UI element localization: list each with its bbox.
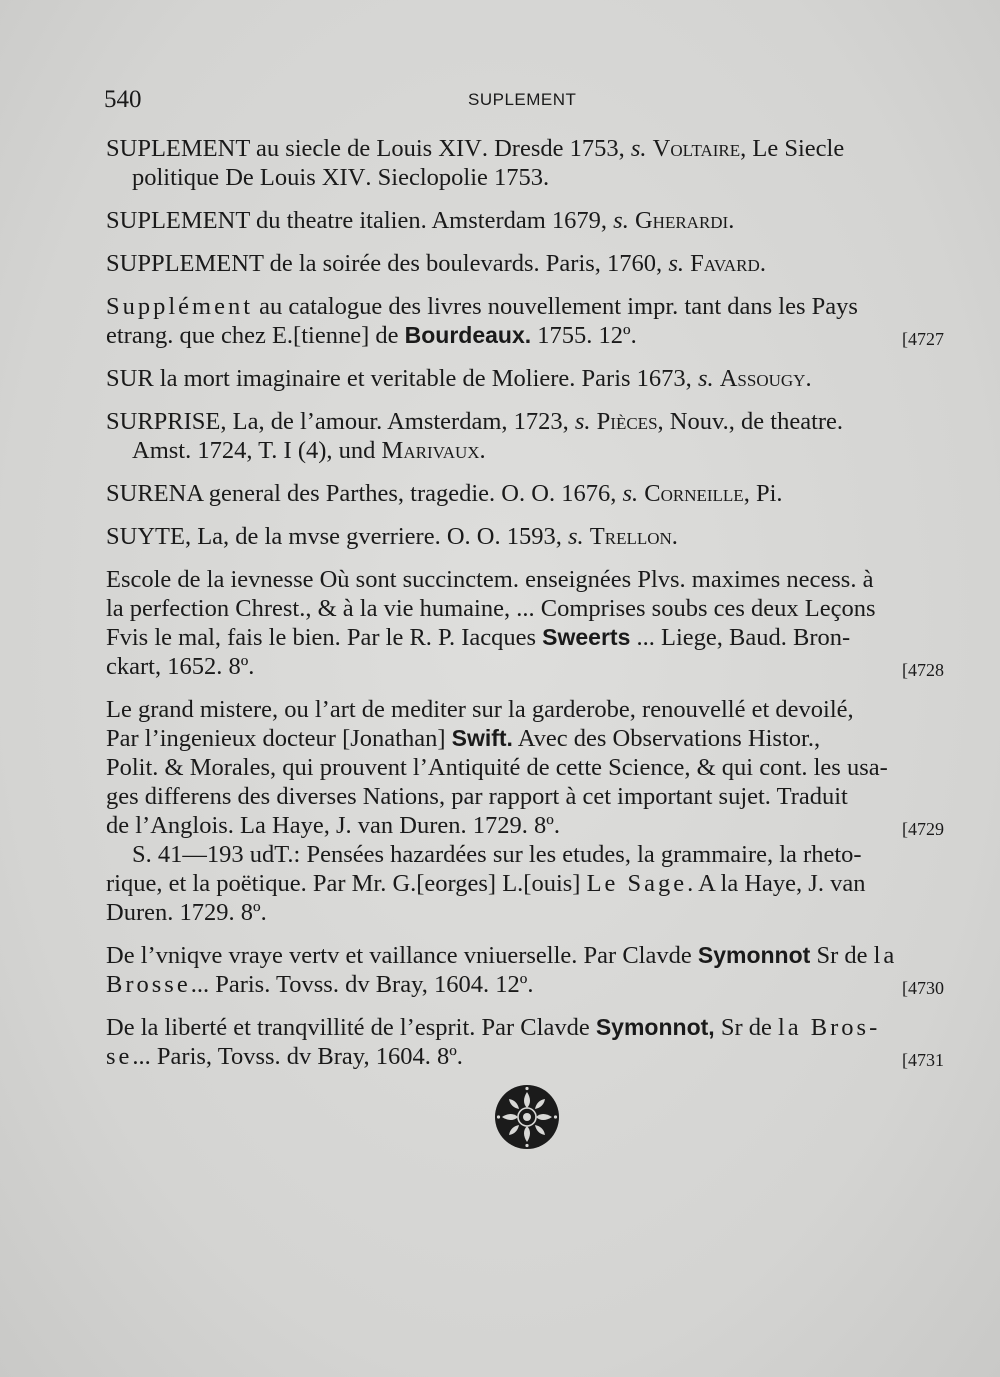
entry-line: Polit. & Morales, qui prouvent l’Antiquité de cette Science, & qui cont. les usa- [106,754,888,781]
entry-line: SURENA general des Parthes, tragedie. O. O. 1676, s. Corneille, Pi. [106,480,783,507]
bibliography-entry [106,206,944,235]
entry-line: De la liberté et tranqvillité de l’esprit. Par Clavde Symonnot, Sr de la Bros- [106,1014,881,1041]
entry-line: etrang. que chez E.[tienne] de Bourdeaux. 1755. 12º. [4727 [106,321,944,350]
entry-line: rique, et la poëtique. Par Mr. G.[eorges] L.[ouis] Le Sage. A la Haye, J. van [106,870,866,897]
entry-line: la perfection Chrest., & à la vie humaine, ... Comprises soubs ces deux Leçons [106,595,876,622]
entry-line: Par l’ingenieux docteur [Jonathan] Swift. Avec des Observations Histor., [106,725,821,752]
bibliography-entry [106,249,944,278]
entry-line: Duren. 1729. 8º. [106,899,267,926]
entry-line: Supplément au catalogue des livres nouvellement impr. tant dans les Pays [106,293,858,320]
entry-line: politique De Louis XIV. Sieclopolie 1753. [132,164,550,191]
entry-number: [4728 [902,660,944,680]
entry-number: [4729 [902,819,944,839]
entry-line: se... Paris, Tovss. dv Bray, 1604. 8º. [4731 [106,1042,944,1071]
entry-line: De l’vniqve vraye vertv et vaillance vniuerselle. Par Clavde Symonnot Sr de la [106,942,898,969]
fleuron-ornament-icon [494,1084,560,1150]
bibliography-entry [106,134,944,192]
bibliography-entry [106,522,944,551]
bibliography-entry [106,364,944,393]
entry-line: Escole de la ievnesse Où sont succinctem. enseignées Plvs. maximes necess. à [106,566,874,593]
page-number: 540 [104,86,142,113]
bibliography-subentry [106,840,944,927]
bibliography-entry [106,407,944,465]
running-head: SUPLEMENT [468,90,577,109]
entry-line: Brosse... Paris. Tovss. dv Bray, 1604. 12º. [4730 [106,970,944,999]
bibliography-entry [106,1013,944,1071]
entry-line: SUR la mort imaginaire et veritable de Moliere. Paris 1673, s. Assougy. [106,365,812,392]
entry-line: Le grand mistere, ou l’art de mediter sur la garderobe, renouvellé et devoilé, [106,696,854,723]
entry-number: [4727 [902,329,944,349]
entry-line: de l’Anglois. La Haye, J. van Duren. 1729. 8º. [4729 [106,811,944,840]
entry-line: S. 41—193 udT.: Pensées hazardées sur les etudes, la grammaire, la rheto- [132,841,862,868]
entry-list [106,134,944,1085]
entry-number: [4731 [902,1050,944,1070]
bibliography-entry [106,292,944,350]
entry-line: SUPLEMENT du theatre italien. Amsterdam 1679, s. Gherardi. [106,207,735,234]
entry-number: [4730 [902,978,944,998]
entry-line: SUPLEMENT au siecle de Louis XIV. Dresde 1753, s. Voltaire, Le Siecle [106,135,845,162]
entry-line: SURPRISE, La, de l’amour. Amsterdam, 1723, s. Pièces, Nouv., de theatre. [106,408,844,435]
entry-line: ges differens des diverses Nations, par rapport à cet important sujet. Traduit [106,783,848,810]
bibliography-entry [106,479,944,508]
entry-line: ckart, 1652. 8º. [4728 [106,652,944,681]
entry-line: Fvis le mal, fais le bien. Par le R. P. Iacques Sweerts ... Liege, Baud. Bron- [106,624,851,651]
bibliography-entry [106,941,944,999]
entry-line: Amst. 1724, T. I (4), und Marivaux. [132,437,486,464]
entry-line: SUYTE, La, de la mvse gverriere. O. O. 1593, s. Trellon. [106,523,678,550]
bibliography-entry [106,695,944,840]
bibliography-entry [106,565,944,681]
entry-line: SUPPLEMENT de la soirée des boulevards. Paris, 1760, s. Favard. [106,250,766,277]
